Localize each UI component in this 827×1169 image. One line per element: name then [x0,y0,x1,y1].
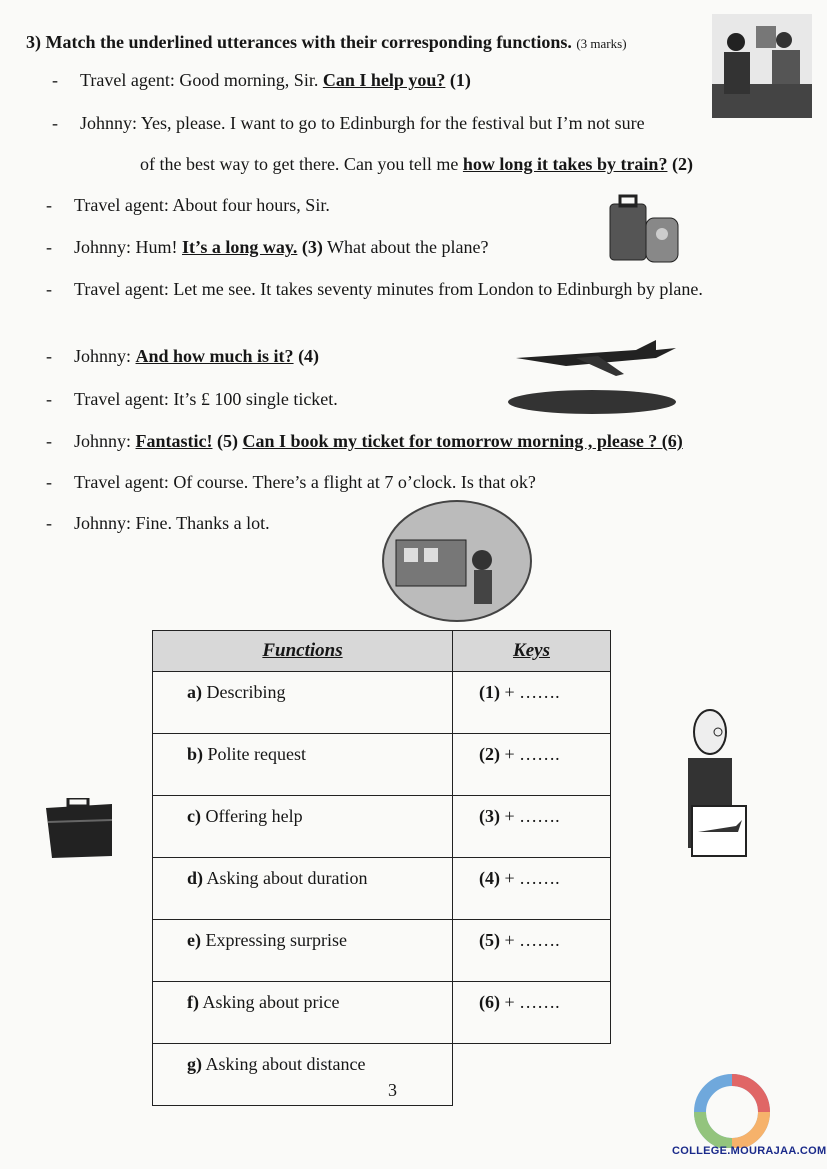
functions-header: Functions [153,631,453,672]
dialogue-line: - Johnny: Yes, please. I want to go to Edinburgh for the festival but I’m not sure [52,113,645,133]
table-header-row [153,631,611,672]
function-cell: g) Asking about distance [153,1044,453,1106]
dialogue-line: of the best way to get there. Can you tell me how long it takes by train? (2) [140,154,693,174]
function-cell: d) Asking about duration [153,858,453,920]
airplane-illustration [506,336,678,418]
exercise-title [26,32,627,53]
site-logo-icon [688,1068,782,1148]
table-row [153,858,611,920]
function-cell: b) Polite request [153,734,453,796]
suitcase-illustration [606,194,682,266]
dialogue-line: - Travel agent: It’s £ 100 single ticket. [46,389,338,409]
man-with-sign-illustration [672,702,748,864]
train-illustration [382,500,532,622]
dialogue-line: - Travel agent: Of course. There’s a flight at 7 o’clock. Is that ok? [46,472,536,492]
table-row [153,672,611,734]
key-cell[interactable]: (5) + ……. [453,920,611,982]
key-cell[interactable]: (1) + ……. [453,672,611,734]
page-number: 3 [388,1080,397,1100]
functions-table [152,630,611,1106]
function-cell: f) Asking about price [153,982,453,1044]
exercise-marks: (3 marks) [576,36,627,51]
site-watermark[interactable]: COLLEGE.MOURAJAA.COM [672,1145,827,1157]
dialogue-line: - Johnny: And how much is it? (4) [46,346,320,366]
dialogue-line: - Travel agent: About four hours, Sir. [46,195,330,215]
table-row [153,796,611,858]
dialogue-line: - Travel agent: Good morning, Sir. Can I help you? (1) [52,70,471,90]
key-cell[interactable]: (6) + ……. [453,982,611,1044]
table-row [153,734,611,796]
dialogue-line: - Johnny: Hum! It’s a long way. (3) What about the plane? [46,237,489,257]
empty-cell [453,1044,611,1106]
exercise-instruction: Match the underlined utterances with their corresponding functions. [45,32,572,52]
table-row [153,920,611,982]
key-cell[interactable]: (4) + ……. [453,858,611,920]
key-cell[interactable]: (2) + ……. [453,734,611,796]
function-cell: e) Expressing surprise [153,920,453,982]
travel-agent-illustration [712,14,812,118]
exercise-number: 3) [26,32,41,52]
table-row [153,1044,611,1106]
dialogue-line: - Johnny: Fine. Thanks a lot. [46,513,270,533]
dialogue-line: - Johnny: Fantastic! (5) Can I book my ticket for tomorrow morning , please ? (6) [46,431,683,451]
key-cell[interactable]: (3) + ……. [453,796,611,858]
briefcase-illustration [42,798,116,860]
function-cell: c) Offering help [153,796,453,858]
table-row [153,982,611,1044]
dialogue-line: - Travel agent: Let me see. It takes seventy minutes from London to Edinburgh by plane. [46,279,703,299]
function-cell: a) Describing [153,672,453,734]
keys-header: Keys [453,631,611,672]
